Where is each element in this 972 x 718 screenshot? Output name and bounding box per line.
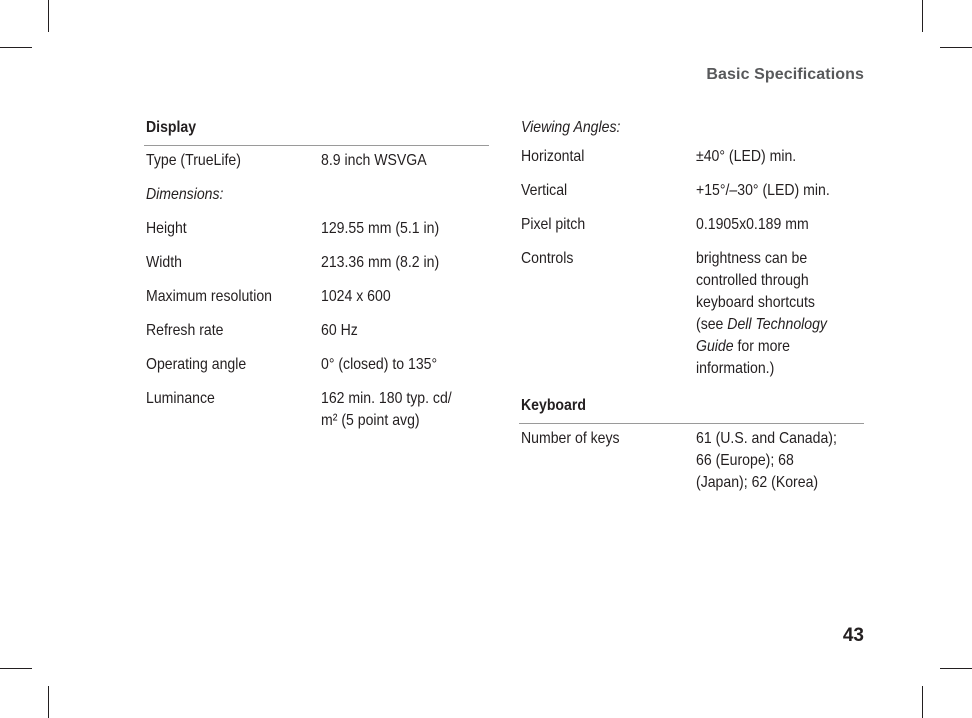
- crop-mark-top-right: [922, 0, 923, 32]
- spec-row: [146, 320, 489, 354]
- spec-value: 0° (closed) to 135°: [321, 356, 438, 373]
- page-number: 43: [842, 625, 864, 646]
- spec-row-controls: [521, 248, 864, 394]
- spec-label: Controls: [521, 250, 574, 267]
- display-rule: [144, 145, 489, 146]
- spec-value: (see: [696, 316, 728, 333]
- crop-mark-bottom-right-h: [940, 668, 972, 669]
- spec-label: Maximum resolution: [146, 288, 272, 305]
- spec-value: 213.36 mm (8.2 in): [321, 254, 440, 271]
- spec-value: information.): [696, 360, 775, 377]
- crop-mark-top-right-h: [940, 47, 972, 48]
- running-head: Basic Specifications: [706, 66, 864, 83]
- spec-row: [521, 428, 864, 494]
- spec-label: Width: [146, 254, 182, 271]
- spec-value: 129.55 mm (5.1 in): [321, 220, 440, 237]
- crop-mark-top-left: [48, 0, 49, 32]
- spec-row: [521, 180, 864, 214]
- spec-value-italic: Dell Technology: [727, 316, 827, 333]
- spec-value: for more: [733, 338, 790, 355]
- spec-label: Horizontal: [521, 148, 585, 165]
- spec-value: +15°/–30° (LED) min.: [696, 182, 830, 199]
- spec-value: 0.1905x0.189 mm: [696, 216, 809, 233]
- crop-mark-bottom-left-h: [0, 668, 32, 669]
- spec-value: 60 Hz: [321, 322, 358, 339]
- spec-label: Refresh rate: [146, 322, 224, 339]
- keyboard-title: Keyboard: [521, 397, 586, 414]
- spec-label: Vertical: [521, 182, 568, 199]
- spec-value: brightness can be: [696, 250, 808, 267]
- crop-mark-top-left-h: [0, 47, 32, 48]
- spec-value: ±40° (LED) min.: [696, 148, 797, 165]
- viewing-angles-section: [521, 116, 864, 494]
- display-section: [146, 116, 489, 432]
- viewing-angles-title: Viewing Angles:: [521, 119, 621, 136]
- spec-label: Luminance: [146, 390, 215, 407]
- spec-label: Height: [146, 220, 187, 237]
- spec-value: 162 min. 180 typ. cd/: [321, 390, 452, 407]
- spec-value: m² (5 point avg): [321, 412, 420, 429]
- dimensions-subhead: Dimensions:: [146, 186, 224, 203]
- spec-label: Pixel pitch: [521, 216, 586, 233]
- spec-value: controlled through: [696, 272, 809, 289]
- spec-row: [146, 286, 489, 320]
- spec-value: (Japan); 62 (Korea): [696, 474, 819, 491]
- spec-label: Type (TrueLife): [146, 152, 241, 169]
- spec-value: 66 (Europe); 68: [696, 452, 794, 469]
- crop-mark-bottom-left: [48, 686, 49, 718]
- crop-mark-bottom-right: [922, 686, 923, 718]
- spec-row: [146, 252, 489, 286]
- spec-value: keyboard shortcuts: [696, 294, 815, 311]
- spec-row: [521, 214, 864, 248]
- spec-row: [521, 146, 864, 180]
- spec-label: Operating angle: [146, 356, 247, 373]
- keyboard-rule: [519, 423, 864, 424]
- spec-row: [146, 218, 489, 252]
- spec-value: 1024 x 600: [321, 288, 391, 305]
- spec-label: Number of keys: [521, 430, 620, 447]
- spec-row: [146, 150, 489, 184]
- spec-row: [146, 354, 489, 388]
- spec-value: 8.9 inch WSVGA: [321, 152, 427, 169]
- spec-value-italic: Guide: [696, 338, 734, 355]
- spec-row: [146, 388, 489, 432]
- display-title: Display: [146, 119, 197, 136]
- spec-value: 61 (U.S. and Canada);: [696, 430, 837, 447]
